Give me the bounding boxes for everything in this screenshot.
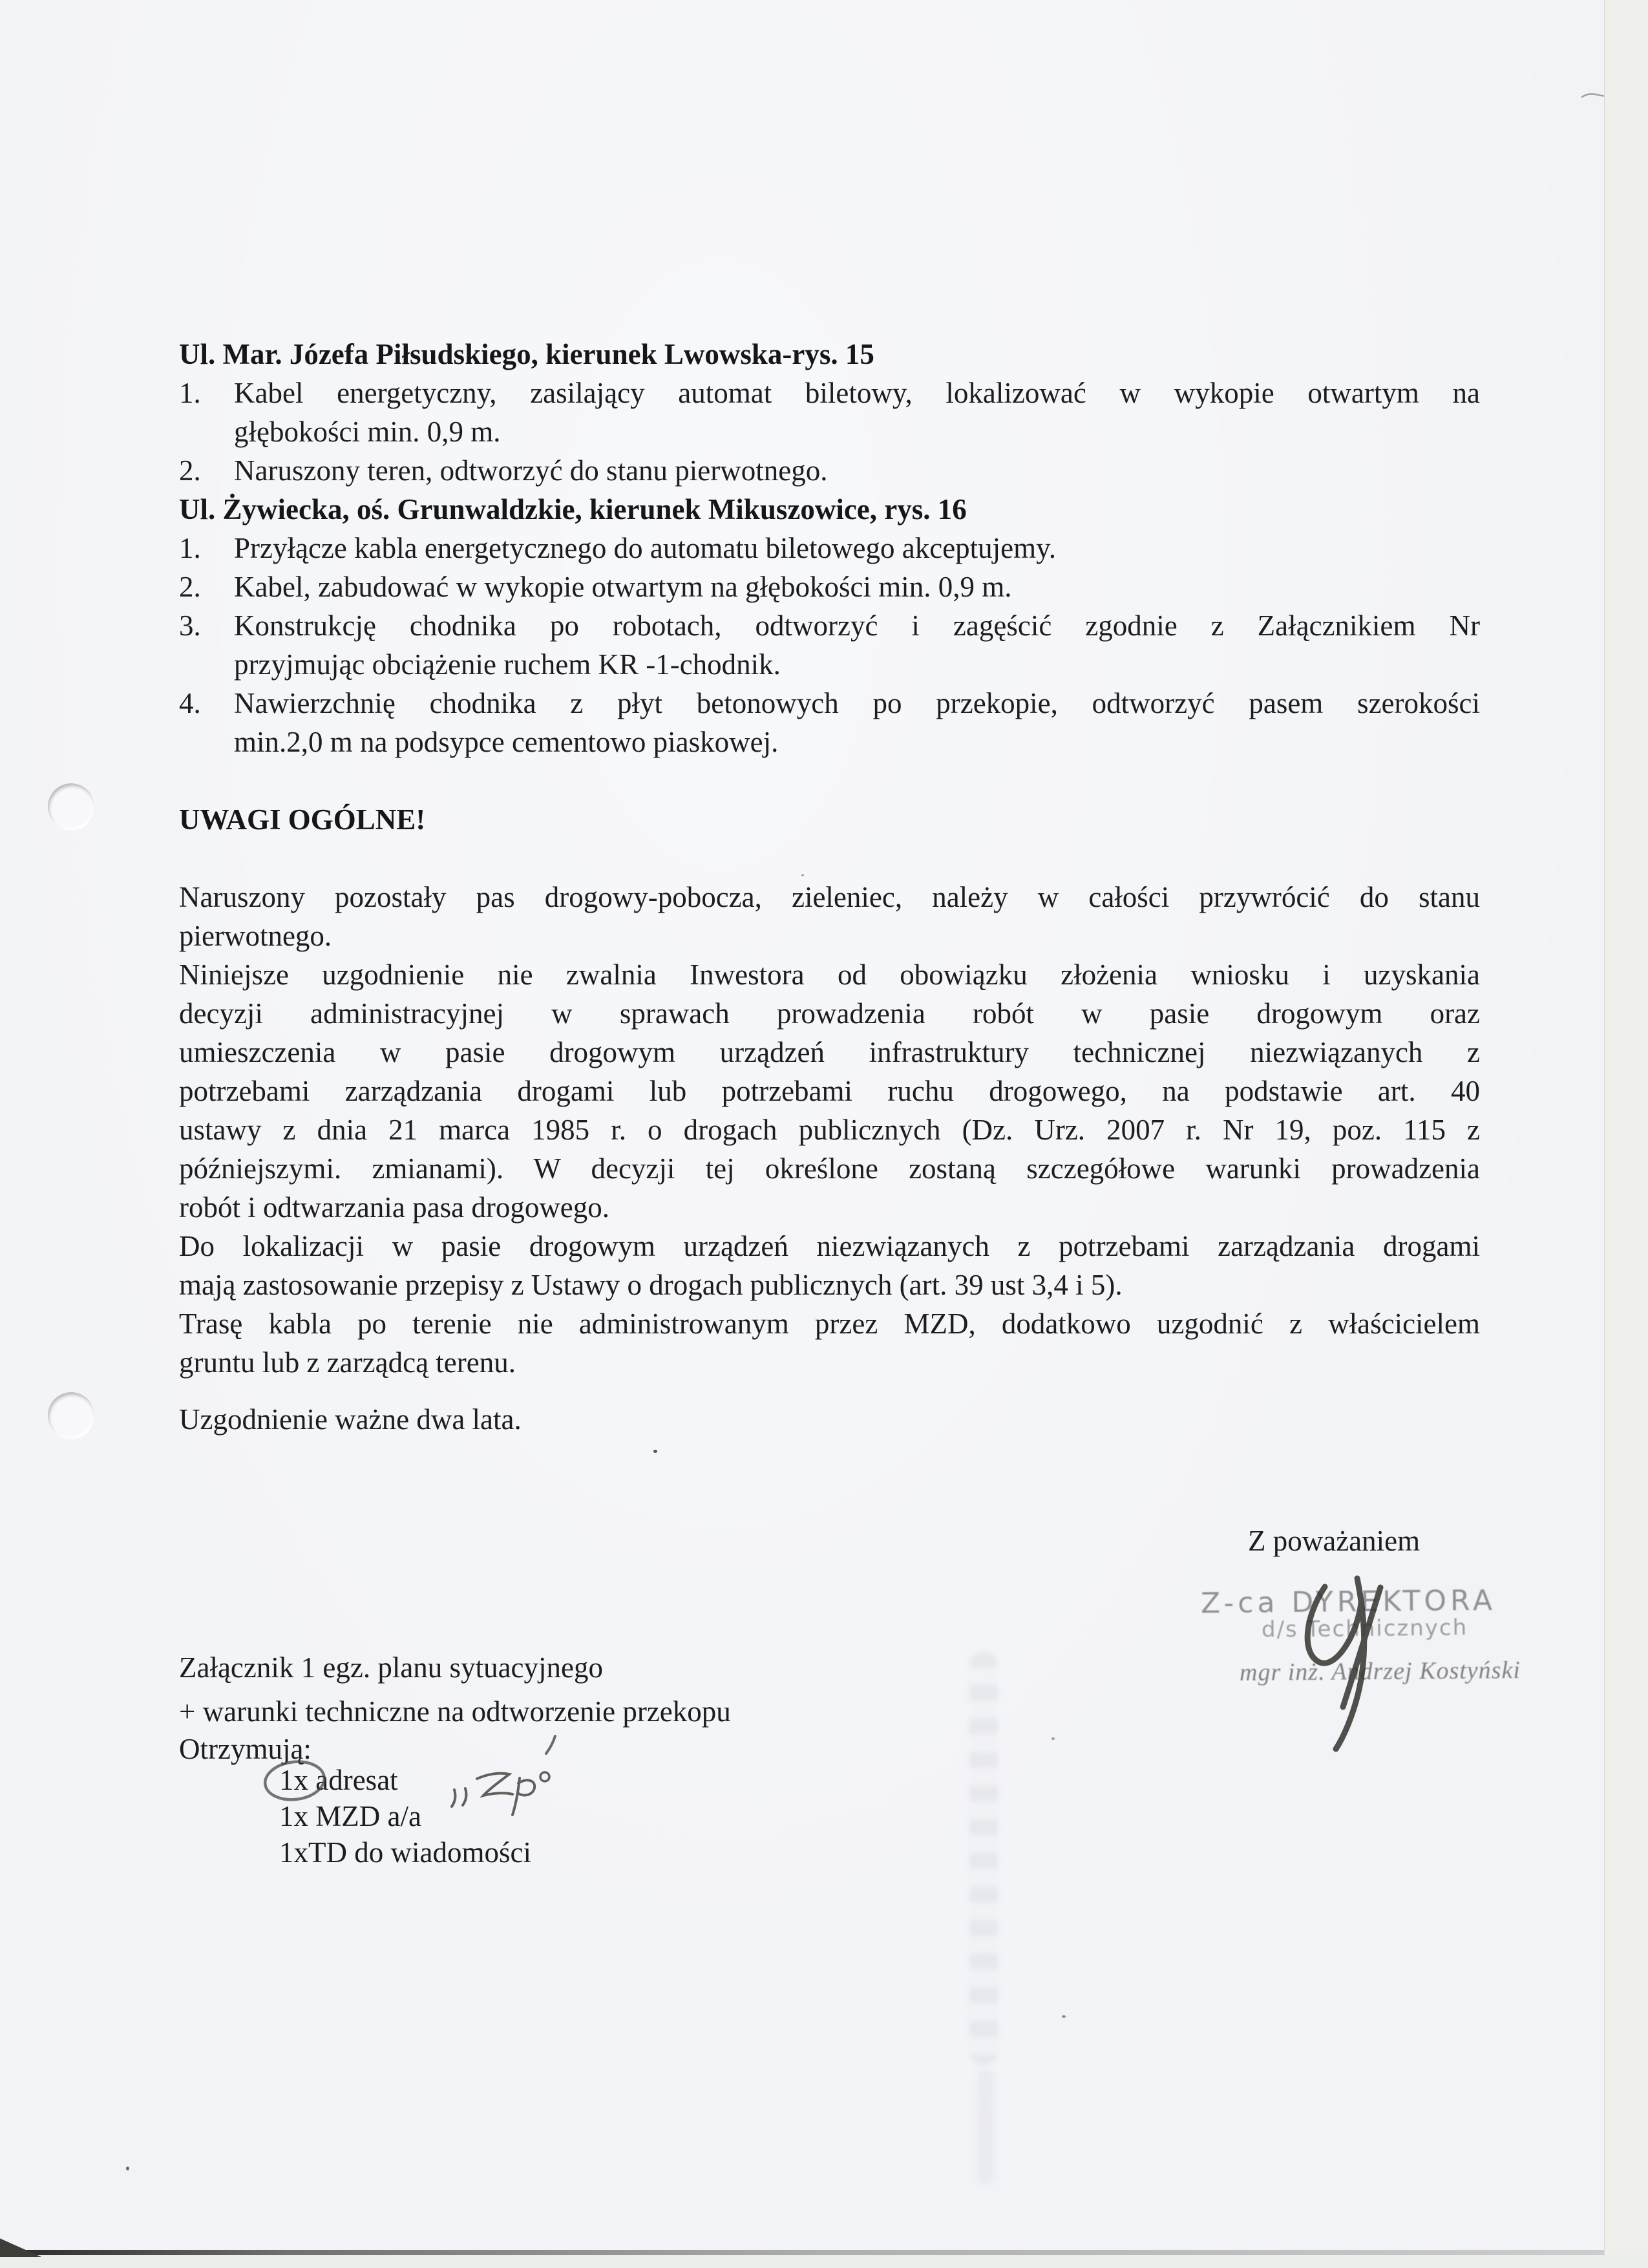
list-number: 2. [179, 571, 201, 603]
body-line: potrzebami zarządzania drogami lub potrzebami ruchu drogowego, na podstawie art. 40 [179, 1075, 1480, 1107]
list-number: 3. [179, 609, 201, 642]
body-line: Trasę kabla po terenie nie administrowanym przez MZD, dodatkowo uzgodnić z właścicielem [179, 1308, 1480, 1340]
heading-line: UWAGI OGÓLNE! [179, 803, 426, 836]
list-text: Kabel energetyczny, zasilający automat biletowy, lokalizować w wykopie otwartym na [234, 377, 1480, 409]
body-line: gruntu lub z zarządcą terenu. [179, 1346, 516, 1379]
scan-crease-smudge [969, 1651, 998, 2065]
body-line: Naruszony pozostały pas drogowy-pobocza, zieleniec, należy w całości przywrócić do stanu [179, 881, 1480, 913]
body-line: Niniejsze uzgodnienie nie zwalnia Inwestora od obowiązku złożenia wniosku i uzyskania [179, 959, 1480, 991]
distribution-item: 1xTD do wiadomości [279, 1836, 531, 1869]
closing-salutation: Z poważaniem [1248, 1525, 1421, 1557]
list-text: Kabel, zabudować w wykopie otwartym na głębokości min. 0,9 m. [234, 571, 1012, 603]
distribution-list [279, 1762, 531, 1871]
list-text: Konstrukcję chodnika po robotach, odtworzyć i zagęścić zgodnie z Załącznikiem Nr [234, 609, 1480, 642]
body-line [179, 567, 1480, 606]
body-line: robót i odtwarzania pasa drogowego. [179, 1191, 610, 1224]
distribution-label: Otrzymują: [179, 1733, 312, 1765]
body-line: głębokości min. 0,9 m. [234, 416, 501, 448]
heading-line: Ul. Mar. Józefa Piłsudskiego, kierunek Lwowska-rys. 15 [179, 338, 874, 370]
body-line: Uzgodnienie ważne dwa lata. [179, 1403, 522, 1436]
list-number: 4. [179, 687, 201, 719]
body-line [179, 374, 1480, 412]
body-line: mają zastosowanie przepisy z Ustawy o drogach publicznych (art. 39 ust 3,4 i 5). [179, 1269, 1123, 1301]
scan-speck [1062, 2015, 1066, 2018]
body-line: min.2,0 m na podsypce cementowo piaskowej. [234, 726, 779, 758]
list-number: 1. [179, 377, 201, 409]
distribution-item: 1x adresat [279, 1764, 398, 1796]
body-line: późniejszymi. zmianami). W decyzji tej określone zostaną szczegółowe warunki prowadzenia [179, 1152, 1480, 1185]
body-line: ustawy z dnia 21 marca 1985 r. o drogach publicznych (Dz. Urz. 2007 r. Nr 19, poz. 115 z [179, 1114, 1480, 1146]
stamp-department: d/s Technicznych [1261, 1615, 1468, 1643]
attachment-line-2: + warunki techniczne na odtworzenie przekopu [179, 1695, 731, 1728]
stamp-signatory-name: mgr inż. Andrzej Kostyński [1239, 1657, 1521, 1686]
punch-hole-top [48, 783, 94, 830]
list-text: Przyłącze kabla energetycznego do automatu biletowego akceptujemy. [234, 532, 1056, 564]
scan-speck [653, 1450, 657, 1453]
heading-line: Ul. Żywiecka, oś. Grunwaldzkie, kierunek Mikuszowice, rys. 16 [179, 493, 967, 525]
scanner-background-bottom [0, 2255, 1648, 2268]
body-line: Do lokalizacji w pasie drogowym urządzeń niezwiązanych z potrzebami zarządzania drogami [179, 1230, 1480, 1262]
document-body [179, 335, 1480, 1439]
scan-speck [1051, 1737, 1055, 1740]
list-text: Nawierzchnię chodnika z płyt betonowych po przekopie, odtworzyć pasem szerokości [234, 687, 1480, 719]
body-line: przyjmując obciążenie ruchem KR -1-chodnik. [234, 648, 781, 681]
attachment-line-1: Załącznik 1 egz. planu sytuacyjnego [179, 1651, 603, 1684]
punch-hole-bottom [48, 1392, 94, 1439]
body-line [179, 684, 1480, 723]
list-number: 1. [179, 532, 201, 564]
list-text: Naruszony teren, odtworzyć do stanu pierwotnego. [234, 454, 828, 487]
attachments-note [179, 1646, 731, 1733]
body-line: decyzji administracyjnej w sprawach prowadzenia robót w pasie drogowym oraz [179, 997, 1480, 1030]
scan-crease-smudge [977, 2068, 994, 2185]
scan-speck [126, 2167, 129, 2170]
body-line [179, 606, 1480, 645]
list-number: 2. [179, 454, 201, 487]
body-line [179, 451, 1480, 490]
distribution-item: 1x MZD a/a [279, 1800, 421, 1832]
body-line: umieszczenia w pasie drogowym urządzeń infrastruktury technicznej niezwiązanych z [179, 1036, 1480, 1068]
body-line [179, 529, 1480, 567]
scanner-background-right [1604, 0, 1648, 2268]
stamp-title: Z-ca DYREKTORA [1200, 1584, 1497, 1620]
body-line: pierwotnego. [179, 920, 332, 952]
